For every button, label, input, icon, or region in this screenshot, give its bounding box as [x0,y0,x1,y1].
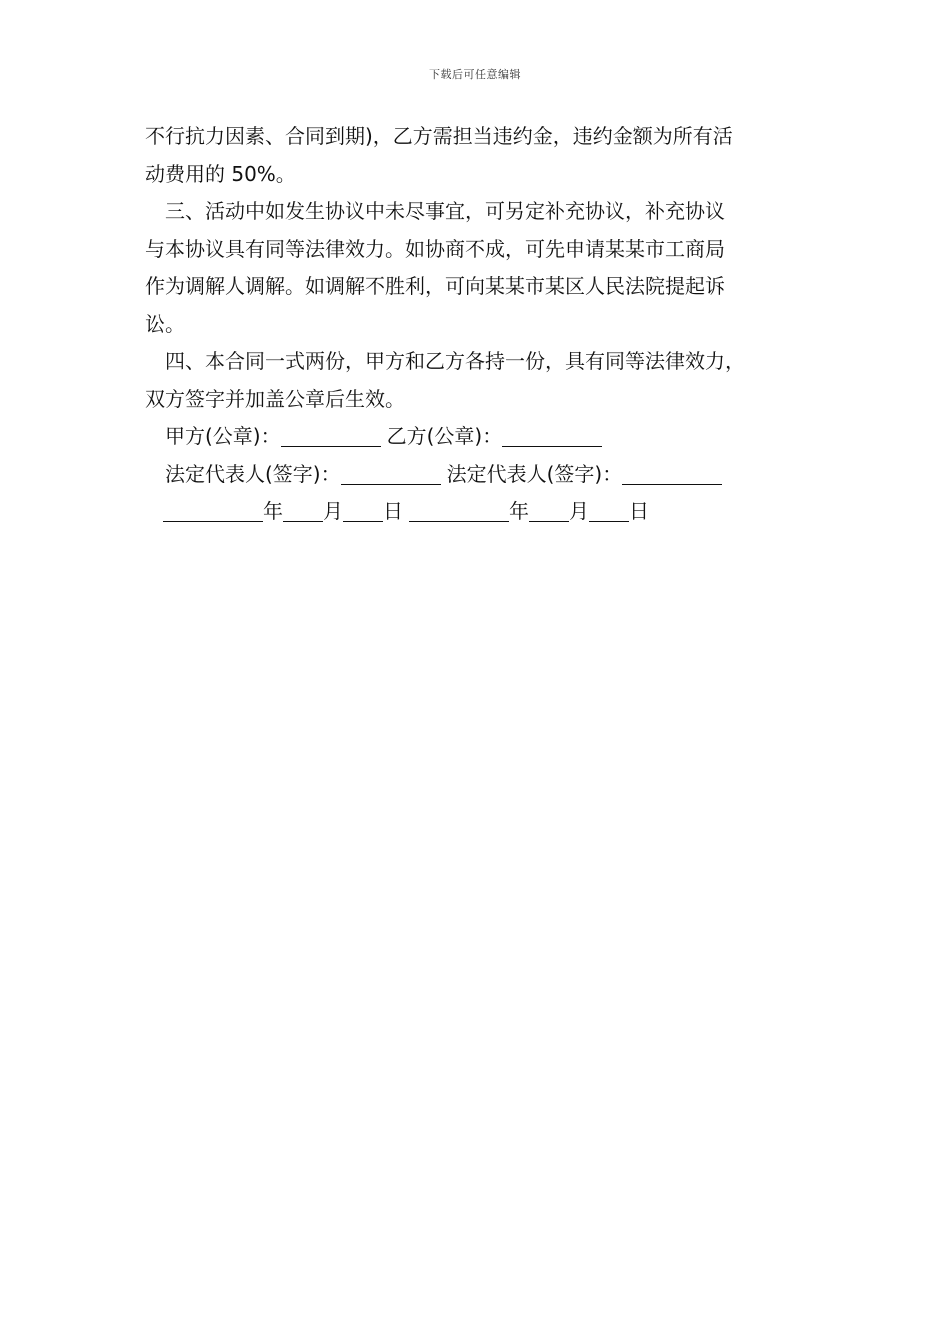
party-a-seal-blank[interactable] [281,423,381,447]
day-label: 日 [629,499,649,523]
date-a-year-blank[interactable] [163,498,263,522]
date-a-day-blank[interactable] [343,498,383,522]
paragraph-line: 双方签字并加盖公章后生效。 [145,386,405,411]
date-b-day-blank[interactable] [589,498,629,522]
paragraph-line: 四、本合同一式两份，甲方和乙方各持一份，具有同等法律效力， [165,349,745,373]
seal-line [145,418,835,456]
paragraph-line: 讼。 [145,311,185,336]
rep-a-signature-blank[interactable] [341,461,441,485]
page-header-note: 下载后可任意编辑 [429,68,521,81]
paragraph-line: 不行抗力因素、合同到期)，乙方需担当违约金，违约金额为所有活 [145,124,733,148]
party-b-seal-blank[interactable] [502,423,602,447]
representative-line [145,456,835,494]
year-label: 年 [263,499,283,523]
date-b-month-blank[interactable] [529,498,569,522]
month-label: 月 [569,499,589,523]
paragraph-line: 与本协议具有同等法律效力。如协商不成，可先申请某某市工商局 [145,236,725,261]
paragraph-line: 三、活动中如发生协议中未尽事宜，可另定补充协议，补充协议 [165,199,725,223]
document-body [145,118,835,531]
month-label: 月 [323,499,343,523]
date-a-month-blank[interactable] [283,498,323,522]
date-line [145,493,835,531]
year-label: 年 [509,499,529,523]
party-b-seal-label: 乙方(公章)： [386,424,503,448]
day-label: 日 [383,499,403,523]
paragraph-line: 动费用的 50%。 [145,161,296,186]
rep-b-label: 法定代表人(签字)： [446,461,623,486]
rep-b-signature-blank[interactable] [622,461,722,485]
paragraph-line: 作为调解人调解。如调解不胜利，可向某某市某区人民法院提起诉 [145,274,725,298]
date-b-year-blank[interactable] [409,498,509,522]
rep-a-label: 法定代表人(签字)： [165,461,341,486]
party-a-seal-label: 甲方(公章)： [165,424,281,448]
